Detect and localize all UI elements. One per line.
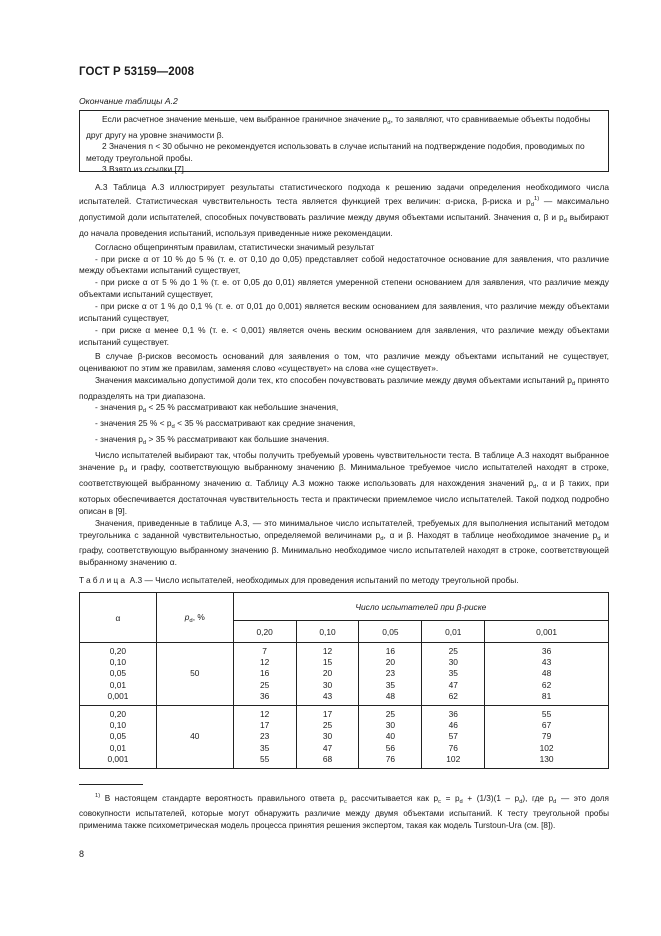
alpha-values: 0,20 0,10 0,05 0,01 0,001 — [80, 643, 157, 706]
col-header-beta-0001: 0,001 — [485, 621, 609, 643]
values-beta-010: 17 25 30 47 68 — [296, 706, 359, 769]
alpha-values: 0,20 0,10 0,05 0,01 0,001 — [80, 706, 157, 769]
pd-value: 50 — [156, 643, 233, 706]
values-beta-005: 25 30 40 56 76 — [359, 706, 422, 769]
table-row-group-pd50 — [80, 643, 609, 706]
pd-value: 40 — [156, 706, 233, 769]
page-number: 8 — [79, 849, 85, 859]
list-item-pd-large: - значения $p_d > 35$ % рассматривают как большие значения. — [95, 434, 330, 447]
col-header-beta-group: Число испытателей при β-риске — [233, 593, 608, 621]
values-beta-0001: 36 43 48 62 81 — [485, 643, 609, 706]
values-beta-001: 36 46 57 76 102 — [422, 706, 485, 769]
note-1: Если расчетное значение меньше, чем выбранное граничное значение $p_d$, то заявляют, что сравниваемые объекты подобны друг другу на уровне значимости β. — [86, 114, 591, 140]
table-continuation-caption: Окончание таблицы А.2 — [79, 96, 178, 106]
col-header-alpha: α — [80, 593, 157, 643]
list-item-alpha-10-5: - при риске α от 10 % до 5 % (т. е. от 0,10 до 0,05) представляет собой недостаточное основание для заявления, что различие между объектами испытаний существует, — [79, 253, 609, 276]
testers-table — [79, 592, 609, 769]
standard-title: ГОСТ Р 53159—2008 — [79, 66, 195, 78]
list-item-alpha-5-1: - при риске α от 5 % до 1 % (т. е. от 0,05 до 0,01) является умеренной степени основанием для заявления, что различие между объектами испытаний существует, — [79, 277, 609, 300]
paragraph-beta-risk: В случае β-рисков весомость оснований для заявления о том, что различие между объектами испытаний не существует, оцениваюют по этим же правилам, заменяя слово «существует» на слова «не существует». — [79, 350, 609, 373]
table-notes-box — [79, 110, 609, 175]
list-item-alpha-less-01: - при риске α менее 0,1 % (т. е. < 0,001) является очень веским основанием для заявления, что различие между объектами испытаний существует. — [79, 324, 609, 347]
paragraph-pd-ranges: Значения максимально допустимой доли тех, кто способен почувствовать различие между двумя объектами испытаний $p_d$ принято подразделять на три диапазона. — [79, 374, 609, 401]
list-item-pd-medium: - значения 25 % < $p_d < 35$ % рассматривают как средние значения, — [95, 418, 356, 431]
col-header-beta-005: 0,05 — [359, 621, 422, 643]
paragraph-table-values: Значения, приведенные в таблице А.3, — это минимальное число испытателей, требуемых для выполнения испытаний методом треугольника с заданной чувствительностью, определяемой величинами $p_d$, α и β. Находят в таблице необходимое значение $p_d$ и графу, соответствующую выбранному значению β. Минимально необходимое число испытателей находят в строке, соответствующей выбранному значению α. — [79, 517, 609, 568]
note-2: 2 Значения n < 30 обычно не рекомендуется использовать в случае испытаний на подтверждение подобия, проводимых по методу треугольной пробы. — [86, 141, 585, 163]
body-text — [79, 182, 609, 569]
table-row-group-pd40 — [80, 706, 609, 769]
paragraph-choose-testers: Число испытателей выбирают так, чтобы получить требуемый уровень чувствительности теста. В таблице А.3 находят выбранное значение $p_d$ и графу, соответствующую выбранному значению β. Минимальное требуемое число испытателей находят в строке, соответствующей выбранному значению α. Таблицу А.3 можно также использовать для нахождения значений $p_d$, α и β таких, при которых обеспечивается достаточная чувствительность теста и практически приемлемое число испытателей. Такой подход подробно описан в [9]. — [79, 450, 610, 516]
footnote-mark: 1) — [95, 793, 101, 799]
paragraph-a3: А.3 Таблица А.3 иллюстрирует результаты статистического подхода к решению задачи определения необходимого числа испытателей. Статистическая чувствительность теста является функцией трех величин: α-риска, β-риска и $p_d^{1)}$ — максимально допустимой доли испытателей, способных почувствовать различие между двумя объектами испытаний. Значения α, β и $p_d$ выбирают до начала проведения испытаний, используя приведенные ниже рекомендации. — [79, 182, 609, 238]
col-header-beta-020: 0,20 — [233, 621, 296, 643]
values-beta-020: 12 17 23 35 55 — [233, 706, 296, 769]
values-beta-010: 12 15 20 30 43 — [296, 643, 359, 706]
note-3: 3 Взято из ссылки [7]. — [102, 164, 187, 175]
list-item-alpha-1-01: - при риске α от 1 % до 0,1 % (т. е. от 0,01 до 0,001) является веским основанием для заявления, что различие между объектами испытаний существует, — [79, 301, 609, 324]
col-header-pd: $p_d$, % — [156, 593, 233, 643]
values-beta-005: 16 20 23 35 48 — [359, 643, 422, 706]
values-beta-0001: 55 67 79 102 130 — [485, 706, 609, 769]
paragraph-rules-intro: Согласно общепринятым правилам, статистически значимый результат — [95, 241, 375, 252]
values-beta-020: 7 12 16 25 36 — [233, 643, 296, 706]
table-caption: Таблица А.3 — Число испытателей, необходимых для проведения испытаний по методу треугольной пробы. — [79, 575, 519, 585]
values-beta-001: 25 30 35 47 62 — [422, 643, 485, 706]
col-header-beta-010: 0,10 — [296, 621, 359, 643]
col-header-beta-001: 0,01 — [422, 621, 485, 643]
footnote: $^{1)}$ В настоящем стандарте вероятность правильного ответа $p_c$ рассчитывается как $p_c = p_d + (1/3)(1 - p_d)$, где $p_d$ — это доля совокупности испытателей, которые могут обнаружить различие между двумя объектами испытаний. К тесту треугольной пробы применима также психометрическая модель процесса принятия решения экспертом, такая как модель Turstoun-Ura (см. [8]). — [79, 793, 609, 830]
list-item-pd-small: - значения $p_d < 25$ % рассматривают как небольшие значения, — [95, 402, 339, 415]
footnote-divider — [79, 784, 143, 785]
